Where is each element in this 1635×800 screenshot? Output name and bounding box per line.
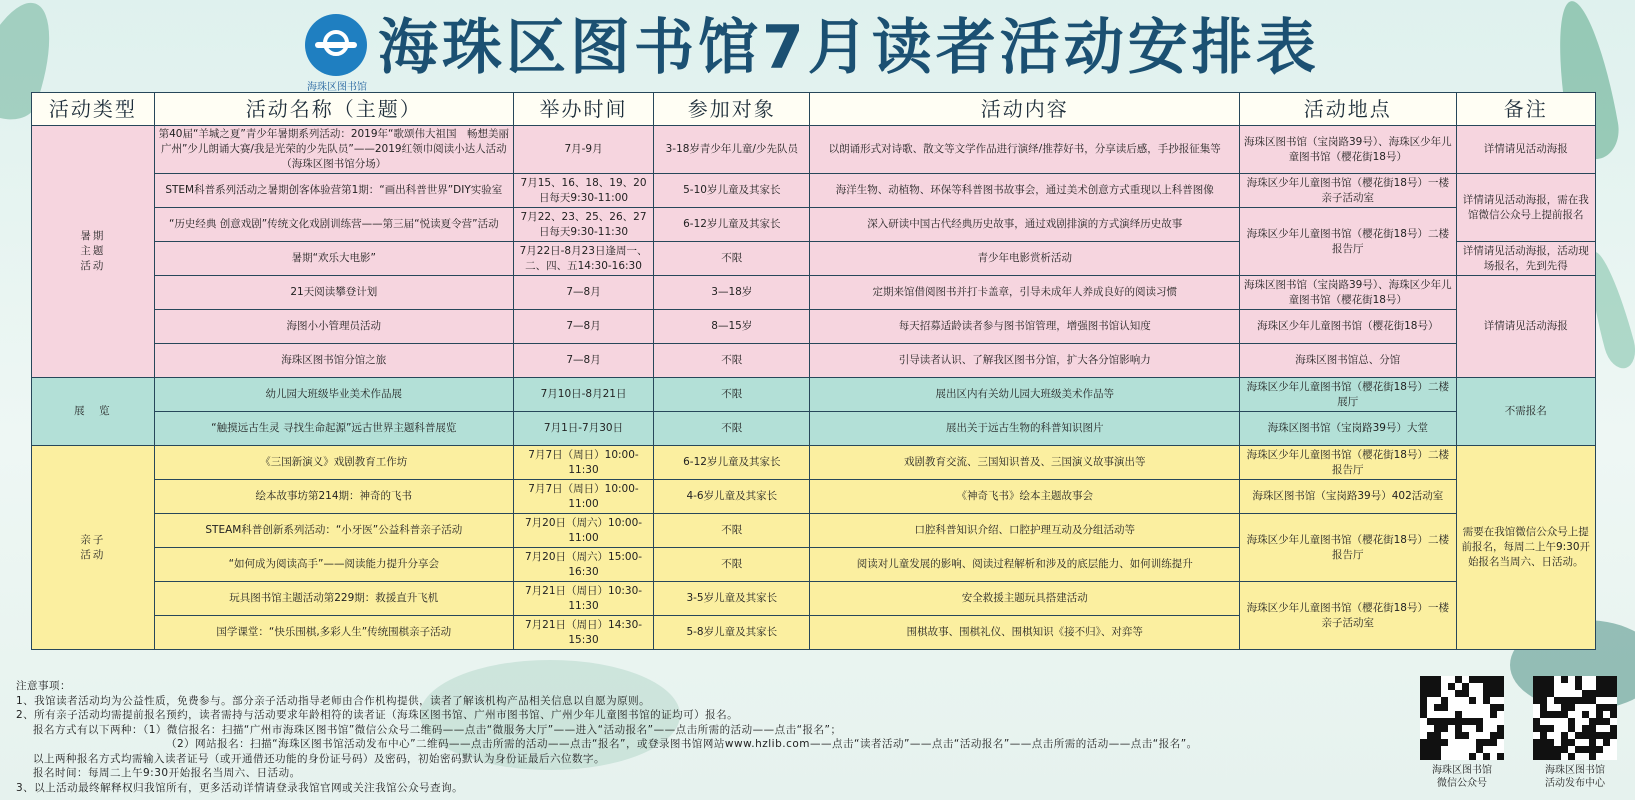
activity-name-cell: 绘本故事坊第214期：神奇的飞书 — [154, 480, 513, 514]
audience-cell: 8—15岁 — [654, 310, 810, 344]
table-row — [32, 378, 1596, 412]
location-cell: 海珠区少年儿童图书馆（樱花街18号）一楼亲子活动室 — [1240, 582, 1456, 650]
notes-section — [16, 679, 1406, 795]
content-cell: 定期来馆借阅图书并打卡盖章，引导未成年人养成良好的阅读习惯 — [810, 276, 1240, 310]
activity-name-cell: 暑期“欢乐大电影” — [154, 242, 513, 276]
time-cell: 7月15、16、18、19、20日每天9:30-11:00 — [513, 174, 653, 208]
note-cell: 详情请见活动海报，活动现场报名，先到先得 — [1456, 242, 1595, 276]
table-header-row — [32, 93, 1596, 126]
activity-name-cell: 国学课堂：“快乐围棋,多彩人生”传统围棋亲子活动 — [154, 616, 513, 650]
activity-name-cell: “触摸远古生灵 寻找生命起源”远古世界主题科普展览 — [154, 412, 513, 446]
table-row — [32, 310, 1596, 344]
note-cell: 详情请见活动海报 — [1456, 126, 1595, 174]
location-cell: 海珠区图书馆（宝岗路39号）402活动室 — [1240, 480, 1456, 514]
time-cell: 7—8月 — [513, 344, 653, 378]
content-cell: 展出区内有关幼儿园大班级美术作品等 — [810, 378, 1240, 412]
note-cell: 详情请见活动海报 — [1456, 276, 1595, 378]
content-cell: 海洋生物、动植物、环保等科普图书故事会，通过美术创意方式重现以上科普图像 — [810, 174, 1240, 208]
audience-cell: 6-12岁儿童及其家长 — [654, 208, 810, 242]
location-cell: 海珠区图书馆（宝岗路39号）大堂 — [1240, 412, 1456, 446]
table-row — [32, 480, 1596, 514]
audience-cell: 不限 — [654, 242, 810, 276]
time-cell: 7月20日（周六）10:00-11:00 — [513, 514, 653, 548]
location-cell: 海珠区少年儿童图书馆（樱花街18号）二楼报告厅 — [1240, 514, 1456, 582]
audience-cell: 4-6岁儿童及其家长 — [654, 480, 810, 514]
audience-cell: 3-18岁青少年儿童/少先队员 — [654, 126, 810, 174]
page-header — [0, 8, 1635, 93]
column-header: 活动类型 — [32, 93, 155, 126]
content-cell: 围棋故事、围棋礼仪、围棋知识《接不归》、对弈等 — [810, 616, 1240, 650]
content-cell: 戏剧教育交流、三国知识普及、三国演义故事演出等 — [810, 446, 1240, 480]
category-cell: 展 览 — [32, 378, 155, 446]
note-line: （2）网站报名：扫描“海珠区图书馆活动发布中心”二维码——点击所需的活动——点击“报名”，或登录图书馆网站www.hzlib.com——点击“读者活动”——点击“活动报名”——点击所需的活动——点击“报名”。 — [166, 738, 1198, 750]
activity-name-cell: STEAM科普创新系列活动：“小牙医”公益科普亲子活动 — [154, 514, 513, 548]
audience-cell: 不限 — [654, 514, 810, 548]
logo-text: 海珠区图书馆 — [307, 82, 367, 93]
note-cell: 不需报名 — [1456, 378, 1595, 446]
audience-cell: 不限 — [654, 548, 810, 582]
qr-label: 海珠区图书馆 活动发布中心 — [1545, 765, 1605, 789]
activity-center-qr-code[interactable] — [1533, 676, 1617, 760]
qr-label: 海珠区图书馆 微信公众号 — [1432, 765, 1492, 789]
audience-cell: 不限 — [654, 344, 810, 378]
location-cell: 海珠区少年儿童图书馆（樱花街18号） — [1240, 310, 1456, 344]
time-cell: 7月21日（周日）10:30-11:30 — [513, 582, 653, 616]
location-cell: 海珠区图书馆（宝岗路39号）、海珠区少年儿童图书馆（樱花街18号） — [1240, 276, 1456, 310]
time-cell: 7月22日-8月23日逢周一、二、四、五14:30-16:30 — [513, 242, 653, 276]
time-cell: 7月7日（周日）10:00-11:30 — [513, 446, 653, 480]
content-cell: 口腔科普知识介绍、口腔护理互动及分组活动等 — [810, 514, 1240, 548]
time-cell: 7月7日（周日）10:00-11:00 — [513, 480, 653, 514]
note-line: 报名时间：每周二上午9:30开始报名当周六、日活动。 — [33, 767, 301, 779]
note-line: 3、以上活动最终解释权归我馆所有，更多活动详情请登录我馆官网或关注我馆公众号查询。 — [16, 781, 464, 794]
audience-cell: 5-8岁儿童及其家长 — [654, 616, 810, 650]
activity-name-cell: “历史经典 创意戏剧”传统文化戏剧训练营——第三届“悦读夏令营”活动 — [154, 208, 513, 242]
table-row — [32, 514, 1596, 548]
note-line: 1、我馆读者活动均为公益性质，免费参与。部分亲子活动指导老师由合作机构提供，读者了解该机构产品相关信息以自愿为原则。 — [16, 694, 651, 707]
time-cell: 7月20日（周六）15:00-16:30 — [513, 548, 653, 582]
time-cell: 7—8月 — [513, 310, 653, 344]
note-line: 以上两种报名方式均需输入读者证号（或开通借还功能的身份证号码）及密码，初始密码默认为身份证最后六位数字。 — [33, 752, 605, 765]
content-cell: 每天招募适龄读者参与图书馆管理，增强图书馆认知度 — [810, 310, 1240, 344]
library-logo — [305, 14, 369, 93]
time-cell: 7月1日-7月30日 — [513, 412, 653, 446]
time-cell: 7—8月 — [513, 276, 653, 310]
time-cell: 7月22、23、25、26、27日每天9:30-11:30 — [513, 208, 653, 242]
location-cell: 海珠区图书馆总、分馆 — [1240, 344, 1456, 378]
audience-cell: 不限 — [654, 412, 810, 446]
content-cell: 安全救援主题玩具搭建活动 — [810, 582, 1240, 616]
activity-schedule-table — [31, 92, 1596, 650]
column-header: 活动名称（主题） — [154, 93, 513, 126]
location-cell: 海珠区少年儿童图书馆（樱花街18号）一楼亲子活动室 — [1240, 174, 1456, 208]
audience-cell: 3-5岁儿童及其家长 — [654, 582, 810, 616]
content-cell: 引导读者认识、了解我区图书分馆，扩大各分馆影响力 — [810, 344, 1240, 378]
column-header: 备注 — [1456, 93, 1595, 126]
table-row — [32, 208, 1596, 242]
table-row — [32, 276, 1596, 310]
column-header: 活动内容 — [810, 93, 1240, 126]
table-row — [32, 446, 1596, 480]
table-row — [32, 174, 1596, 208]
page-title: 海珠区图书馆7月读者活动安排表 — [378, 13, 1320, 83]
note-cell: 详情请见活动海报，需在我馆微信公众号上提前报名 — [1456, 174, 1595, 242]
note-line: 2、所有亲子活动均需提前报名预约，读者需持与活动要求年龄相符的读者证（海珠区图书馆、广州市图书馆、广州少年儿童图书馆的证均可）报名。 — [16, 709, 739, 721]
activity-name-cell: 幼儿园大班级毕业美术作品展 — [154, 378, 513, 412]
column-header: 举办时间 — [513, 93, 653, 126]
table-row — [32, 412, 1596, 446]
audience-cell: 5-10岁儿童及其家长 — [654, 174, 810, 208]
column-header: 活动地点 — [1240, 93, 1456, 126]
content-cell: 以朗诵形式对诗歌、散文等文学作品进行演绎/推荐好书，分享读后感，手抄报征集等 — [810, 126, 1240, 174]
activity-name-cell: STEM科普系列活动之暑期创客体验营第1期：“画出科普世界”DIY实验室 — [154, 174, 513, 208]
activity-name-cell: 《三国新演义》戏剧教育工作坊 — [154, 446, 513, 480]
location-cell: 海珠区图书馆（宝岗路39号）、海珠区少年儿童图书馆（樱花街18号） — [1240, 126, 1456, 174]
activity-name-cell: “如何成为阅读高手”——阅读能力提升分享会 — [154, 548, 513, 582]
table-row — [32, 582, 1596, 616]
location-cell: 海珠区少年儿童图书馆（樱花街18号）二楼报告厅 — [1240, 208, 1456, 276]
activity-name-cell: 第40届“羊城之夏”青少年暑期系列活动：2019年“歌颂伟大祖国 畅想美丽广州”少儿朗诵大赛/我是光荣的少先队员”——2019红领巾阅读小达人活动（海珠区图书馆分场） — [154, 126, 513, 174]
note-line: 报名方式有以下两种：（1）微信报名：扫描“广州市海珠区图书馆”微信公众号二维码——点击“微服务大厅”——进入“活动报名”——点击所需的活动——点击“报名”； — [33, 723, 842, 736]
location-cell: 海珠区少年儿童图书馆（樱花街18号）二楼报告厅 — [1240, 446, 1456, 480]
audience-cell: 不限 — [654, 378, 810, 412]
content-cell: 深入研读中国古代经典历史故事，通过戏剧排演的方式演绎历史故事 — [810, 208, 1240, 242]
notes-heading: 注意事项： — [16, 680, 71, 692]
activity-name-cell: 海图小小管理员活动 — [154, 310, 513, 344]
table-row — [32, 344, 1596, 378]
time-cell: 7月-9月 — [513, 126, 653, 174]
table-row — [32, 126, 1596, 174]
time-cell: 7月21日（周日）14:30-15:30 — [513, 616, 653, 650]
activity-name-cell: 玩具图书馆主题活动第229期：救援直升飞机 — [154, 582, 513, 616]
audience-cell: 6-12岁儿童及其家长 — [654, 446, 810, 480]
time-cell: 7月10日-8月21日 — [513, 378, 653, 412]
activity-name-cell: 21天阅读攀登计划 — [154, 276, 513, 310]
content-cell: 阅读对儿童发展的影响、阅读过程解析和涉及的底层能力、如何训练提升 — [810, 548, 1240, 582]
content-cell: 展出关于远古生物的科普知识图片 — [810, 412, 1240, 446]
wechat-qr-code[interactable] — [1420, 676, 1504, 760]
content-cell: 《神奇飞书》绘本主题故事会 — [810, 480, 1240, 514]
category-cell: 暑期 主题 活动 — [32, 126, 155, 378]
audience-cell: 3—18岁 — [654, 276, 810, 310]
location-cell: 海珠区少年儿童图书馆（樱花街18号）二楼展厅 — [1240, 378, 1456, 412]
column-header: 参加对象 — [654, 93, 810, 126]
content-cell: 青少年电影赏析活动 — [810, 242, 1240, 276]
category-cell: 亲子 活动 — [32, 446, 155, 650]
note-cell: 需要在我馆微信公众号上提前报名，每周二上午9:30开始报名当周六、日活动。 — [1456, 446, 1595, 650]
logo-icon — [305, 14, 367, 76]
activity-name-cell: 海珠区图书馆分馆之旅 — [154, 344, 513, 378]
